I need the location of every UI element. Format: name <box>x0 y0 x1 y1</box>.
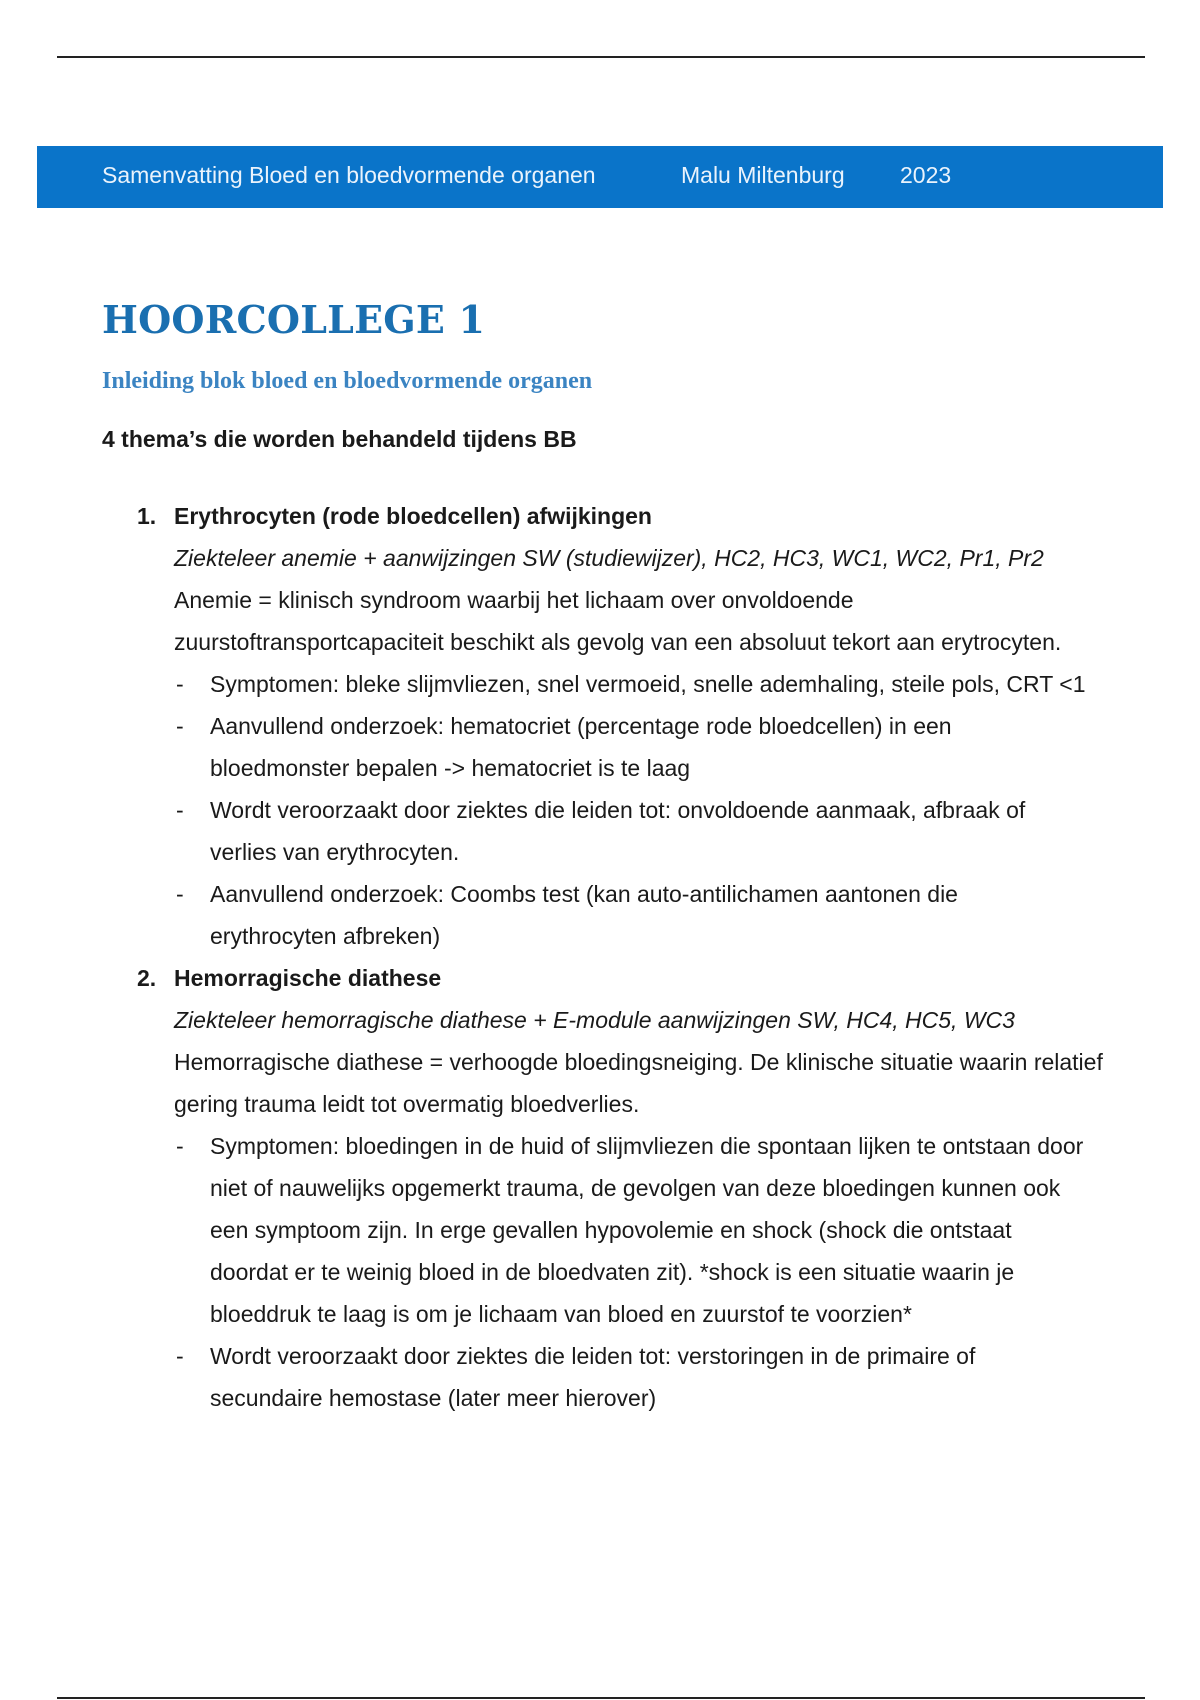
bullet-marker: - <box>176 797 184 823</box>
theme-item <box>102 495 1102 957</box>
theme-references: Ziekteleer anemie + aanwijzingen SW (studiewijzer), HC2, HC3, WC1, WC2, Pr1, Pr2 <box>174 545 1044 571</box>
theme-number: 1. <box>137 503 157 529</box>
bullet-marker: - <box>176 881 184 907</box>
page-content <box>102 292 1103 1411</box>
theme-references: Ziekteleer hemorragische diathese + E-module aanwijzingen SW, HC4, HC5, WC3 <box>174 1007 1015 1033</box>
bullet-text: Symptomen: bleke slijmvliezen, snel vermoeid, snelle ademhaling, steile pols, CRT <1 <box>210 671 1086 697</box>
bullet-item <box>174 1335 1090 1419</box>
document-title: Samenvatting Bloed en bloedvormende organen <box>102 162 596 188</box>
document-year: 2023 <box>900 162 952 188</box>
theme-item <box>102 957 1102 1419</box>
bullet-item <box>174 873 1090 957</box>
bullet-text: Aanvullend onderzoek: Coombs test (kan auto-antilichamen aantonen die erythrocyten afbreken) <box>210 881 958 949</box>
bottom-rule <box>57 1697 1145 1699</box>
theme-list <box>102 495 1102 1419</box>
theme-title: Erythrocyten (rode bloedcellen) afwijkingen <box>174 503 652 529</box>
bullet-item <box>174 1125 1090 1335</box>
header-band <box>37 146 1163 208</box>
bullet-marker: - <box>176 1133 184 1159</box>
bullet-list <box>174 663 1102 957</box>
author-name: Malu Miltenburg <box>681 162 845 188</box>
intro-text: 4 thema’s die worden behandeld tijdens BB <box>102 426 577 452</box>
top-rule <box>57 56 1145 58</box>
theme-title: Hemorragische diathese <box>174 965 442 991</box>
bullet-item <box>174 663 1090 705</box>
page-heading: HOORCOLLEGE 1 <box>102 297 486 342</box>
theme-number: 2. <box>137 965 157 991</box>
bullet-text: Wordt veroorzaakt door ziektes die leiden tot: onvoldoende aanmaak, afbraak of verlies van erythrocyten. <box>210 797 1026 865</box>
bullet-item <box>174 705 1090 789</box>
theme-definition: Hemorragische diathese = verhoogde bloedingsneiging. De klinische situatie waarin relatief gering trauma leidt tot overmatig bloedverlies. <box>174 1049 1103 1117</box>
theme-definition: Anemie = klinisch syndroom waarbij het lichaam over onvoldoende zuurstoftransportcapaciteit beschikt als gevolg van een absoluut tekort aan erytrocyten. <box>174 587 1062 655</box>
bullet-text: Symptomen: bloedingen in de huid of slijmvliezen die spontaan lijken te ontstaan door niet of nauwelijks opgemerkt trauma, de gevolgen van deze bloedingen kunnen ook een symptoom zijn. In erge gevallen hypovolemie en shock (shock die ontstaat doordat er te weinig bloed in de bloedvaten zit). *shock is een situatie waarin je bloeddruk te laag is om je lichaam van bloed en zuurstof te voorzien* <box>210 1133 1084 1327</box>
bullet-marker: - <box>176 713 184 739</box>
bullet-marker: - <box>176 1343 184 1369</box>
section-subheading: Inleiding blok bloed en bloedvormende organen <box>102 368 593 394</box>
bullet-text: Wordt veroorzaakt door ziektes die leiden tot: verstoringen in de primaire of secundaire hemostase (later meer hierover) <box>210 1343 976 1411</box>
bullet-text: Aanvullend onderzoek: hematocriet (percentage rode bloedcellen) in een bloedmonster bepalen -> hematocriet is te laag <box>210 713 952 781</box>
bullet-item <box>174 789 1090 873</box>
bullet-list <box>174 1125 1102 1419</box>
bullet-marker: - <box>176 671 184 697</box>
